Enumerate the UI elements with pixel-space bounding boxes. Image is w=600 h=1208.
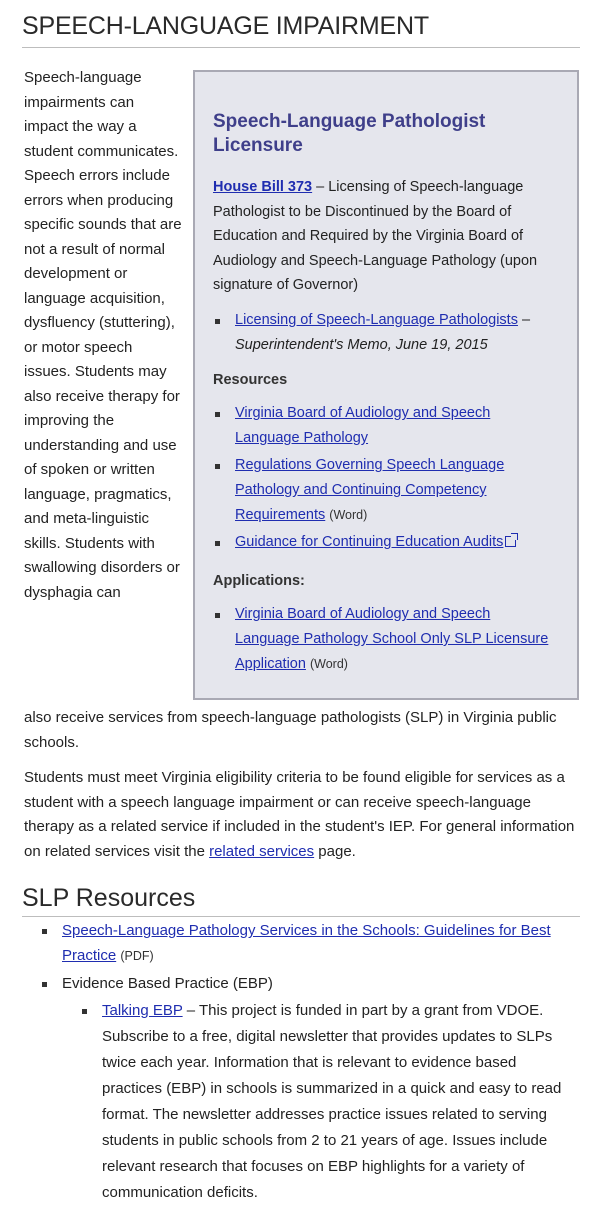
slp-divider	[22, 916, 580, 917]
ebp-label: Evidence Based Practice (EBP)	[62, 975, 273, 992]
memo-dash: –	[517, 312, 531, 328]
bullet-icon	[42, 929, 47, 934]
sidebar-heading: Speech-Language Pathologist Licensure	[213, 111, 486, 156]
list-item	[213, 401, 553, 451]
resource-link-board[interactable]: Virginia Board of Audiology and Speech Language Pathology	[235, 405, 491, 446]
resource-link-regulations[interactable]: Regulations Governing Speech Language Pathology and Continuing Competency Requirements	[235, 457, 505, 523]
title-divider	[22, 47, 580, 48]
application-link[interactable]: Virginia Board of Audiology and Speech Language Pathology School Only SLP Licensure Application	[235, 606, 549, 672]
slp-resources-heading: SLP Resources	[22, 884, 196, 912]
page-title: SPEECH-LANGUAGE IMPAIRMENT	[22, 12, 429, 40]
bullet-icon	[215, 464, 220, 469]
list-item	[40, 971, 580, 1206]
list-item	[213, 453, 553, 528]
ebp-sublist	[80, 998, 580, 1206]
guidelines-link[interactable]: Speech-Language Pathology Services in the Schools: Guidelines for Best Practice	[62, 922, 551, 964]
memo-link[interactable]: Licensing of Speech-Language Pathologists	[235, 312, 518, 328]
bullet-icon	[42, 982, 47, 987]
file-type-note: (Word)	[329, 508, 368, 522]
resources-heading: Resources	[213, 372, 288, 388]
memo-citation: Superintendent's Memo, June 19, 2015	[235, 337, 488, 353]
bullet-icon	[215, 613, 220, 618]
intro-paragraph: Speech-language impairments can impact the way a student communicates. Speech errors include errors when producing specific sounds that are not a result of normal development or language acquisition, dysfluency (stuttering), or motor speech issues. Students may also receive therapy for improving the understanding and use of spoken or written language, pragmatics, and meta-linguistic skills. Students with swallowing disorders or dysphagia can	[24, 69, 182, 601]
resources-list	[213, 401, 553, 557]
related-services-link[interactable]: related services	[209, 842, 315, 860]
applications-list	[213, 602, 553, 679]
bullet-icon	[215, 412, 220, 417]
bill-paragraph	[213, 175, 553, 298]
slp-resources-list	[40, 918, 580, 1208]
intro-continued: also receive services from speech-language pathologists (SLP) in Virginia public schools.	[24, 709, 557, 751]
file-type-note: (PDF)	[120, 949, 154, 963]
eligibility-text: Students must meet Virginia eligibility criteria to be found eligible for services as a student with a speech language impairment or can receive speech-language therapy as a related service if included in the student's IEP. For general information on related services visit the	[24, 769, 575, 860]
list-item	[40, 918, 580, 969]
applications-heading: Applications:	[213, 573, 305, 589]
list-item	[80, 998, 580, 1206]
house-bill-link[interactable]: House Bill 373	[213, 179, 313, 195]
talking-ebp-link[interactable]: Talking EBP	[102, 1002, 183, 1019]
bullet-icon	[215, 541, 220, 546]
file-type-note: (Word)	[309, 657, 348, 671]
talking-ebp-description: – This project is funded in part by a grant from VDOE. Subscribe to a free, digital newsletter that provides updates to SLPs twice each year. Information that is relevant to evidence based practices (EBP) in schools is summarized in a quick and easy to read format. The newsletter addresses practice issues related to serving students in public schools from 2 to 21 years of age. Issues include relevant research that focuses on EBP highlights for a variety of communication deficits.	[102, 1002, 562, 1201]
memo-list	[213, 308, 553, 360]
bullet-icon	[215, 319, 220, 324]
external-link-icon	[505, 536, 516, 547]
bill-description: – Licensing of Speech-language Pathologist to be Discontinued by the Board of Education and Required by the Virginia Board of Audiology and Speech-Language Pathology (upon signature of Governor)	[213, 179, 538, 293]
licensure-sidebar	[193, 70, 579, 700]
list-item	[213, 308, 553, 358]
list-item	[213, 530, 553, 555]
resource-link-audits[interactable]: Guidance for Continuing Education Audits	[235, 534, 504, 550]
eligibility-paragraph	[24, 766, 580, 864]
list-item	[213, 602, 553, 677]
bullet-icon	[82, 1009, 87, 1014]
eligibility-tail: page.	[314, 842, 356, 860]
